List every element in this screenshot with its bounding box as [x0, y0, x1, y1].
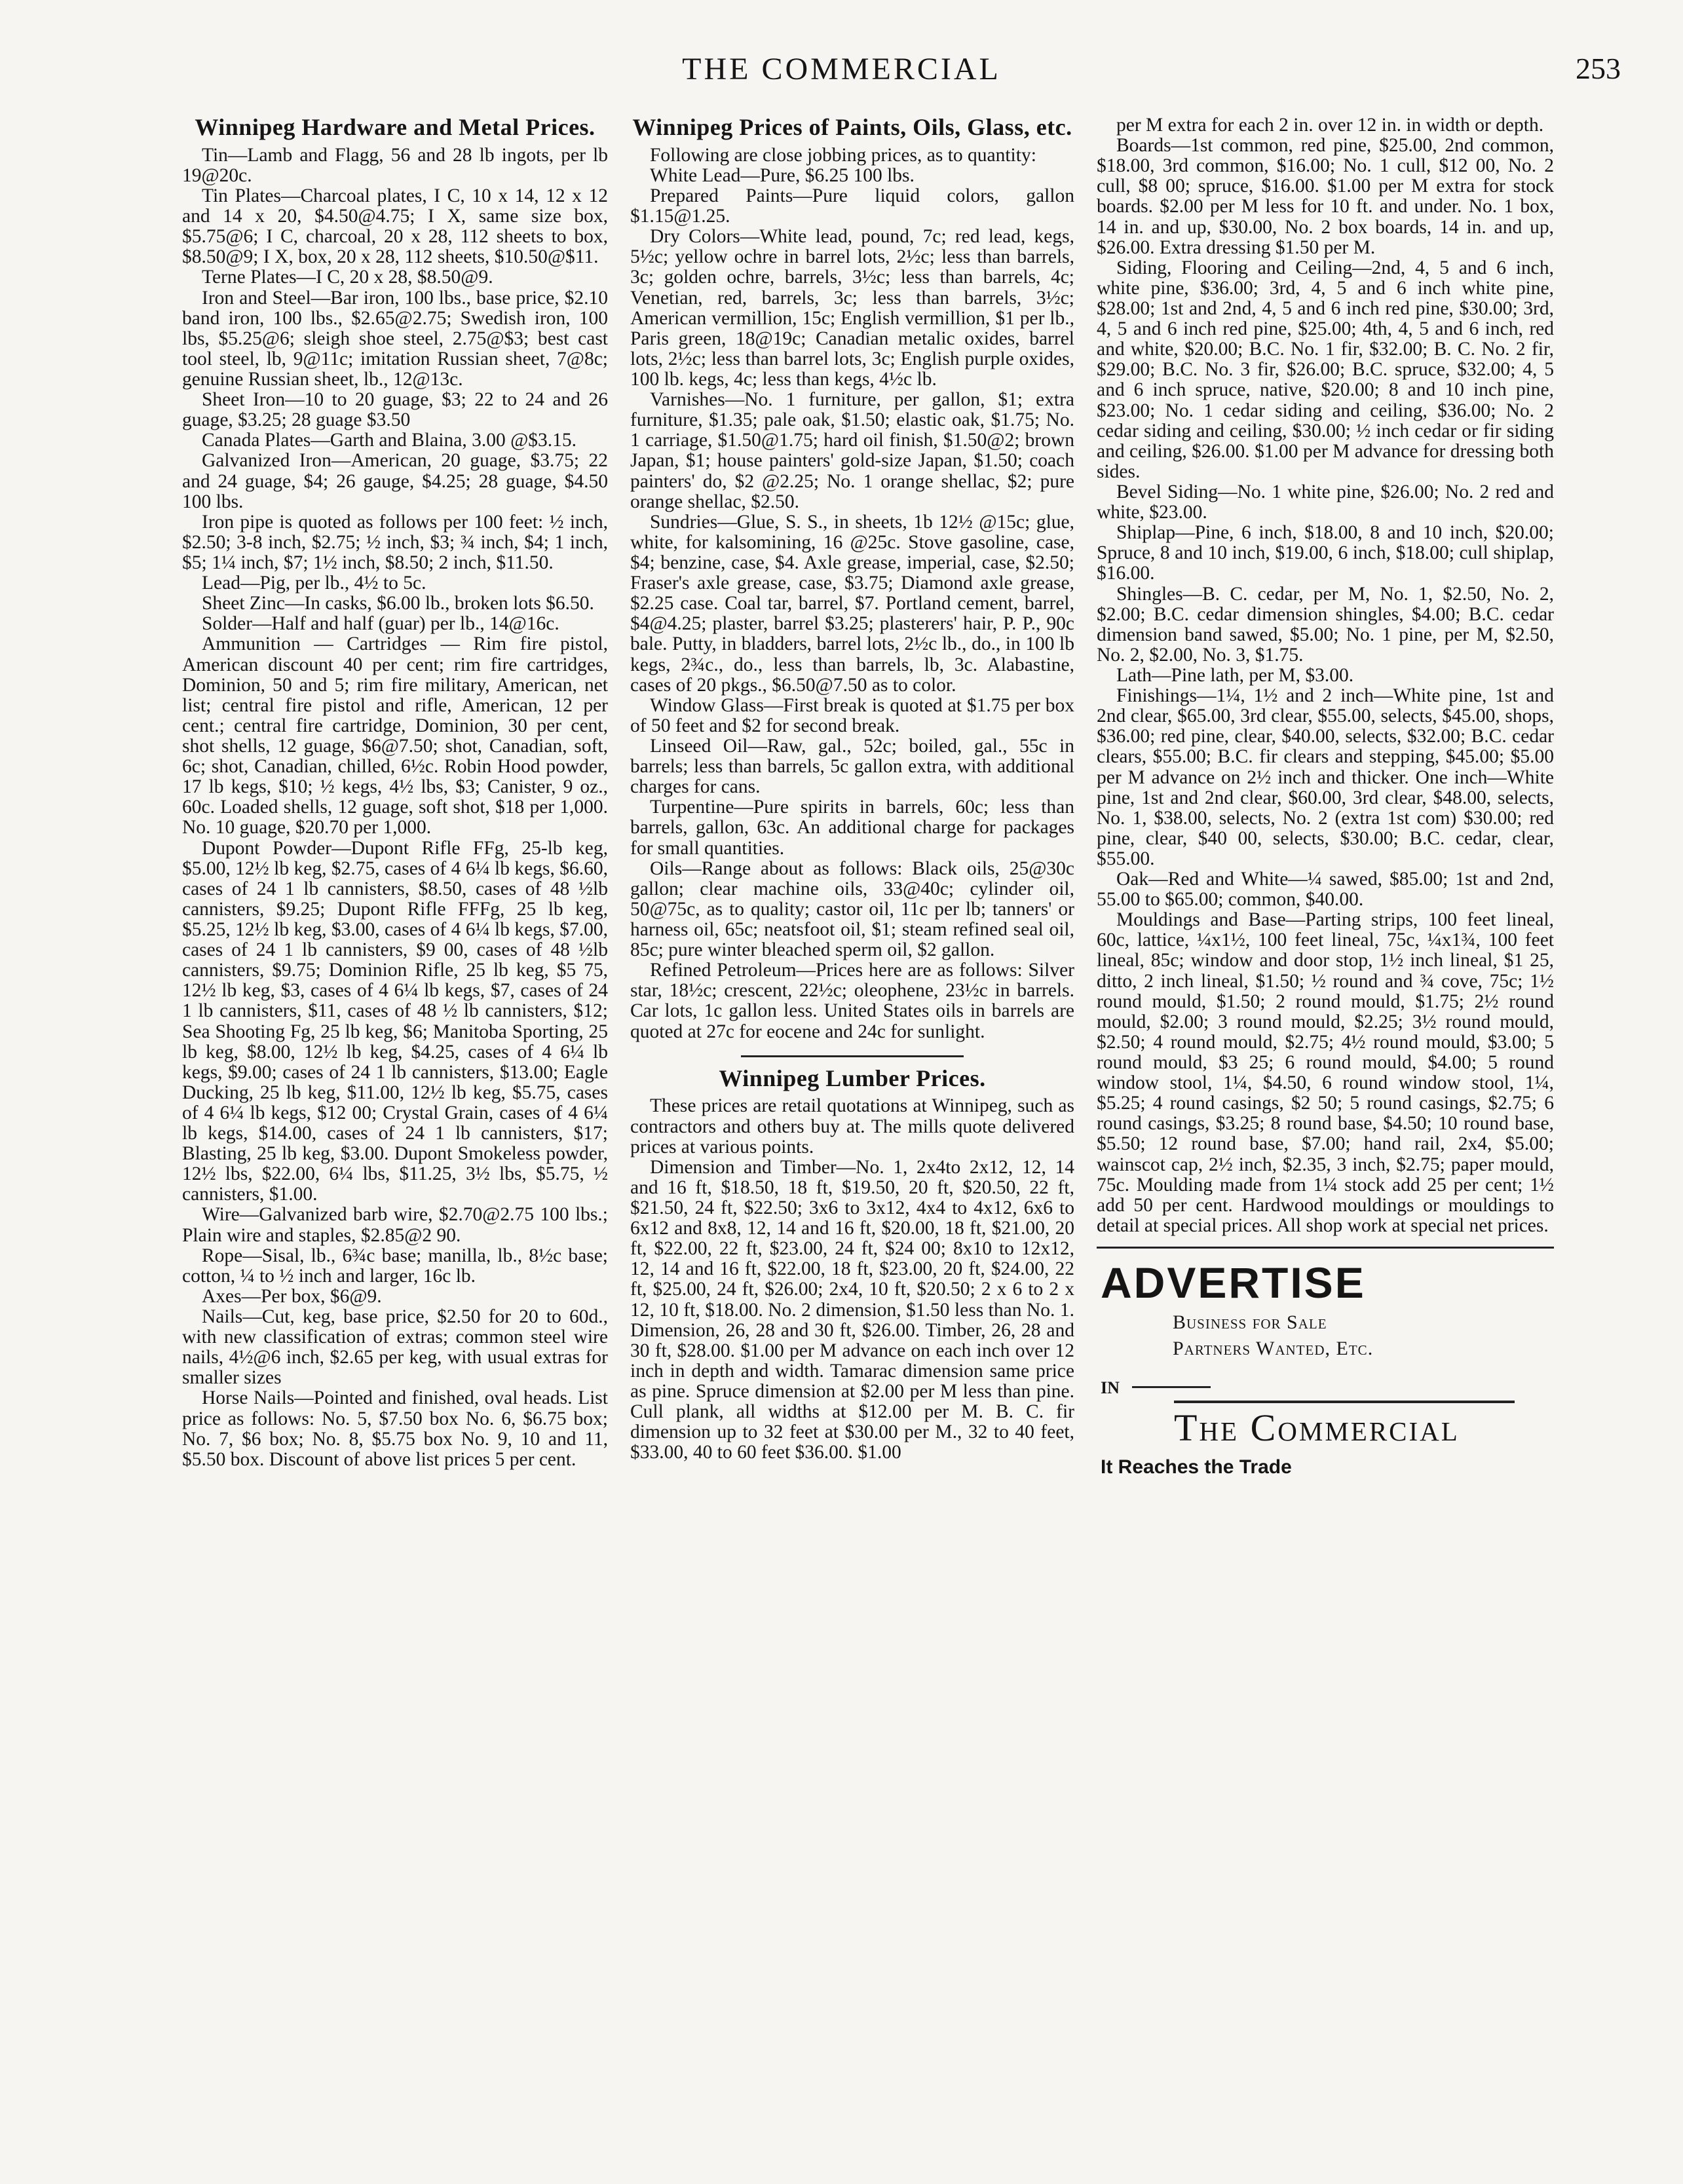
paints-item-dry-colors: Dry Colors—White lead, pound, 7c; red lead, kegs, 5½c; yellow ochre in barrel lots, 2½c; less than barrels, 3c; golden ochre, barrels, 3½c; less than barrels, 4c; Venetian, red, barrels, 3c; less than barrels, 3½c; American vermillion, 15c; English vermillion, $1 per lb., Paris green, 18@19c; Canadian metalic oxides, barrel lots, 2½c; less than barrel lots, 3c; English purple oxides, 100 lb. kegs, 4c; less than kegs, 4½c lb.: [630, 226, 1074, 390]
section-divider: [741, 1055, 964, 1057]
hardware-item-ammunition: Ammunition — Cartridges — Rim fire pistol, American discount 40 per cent; rim fire cartridges, Dominion, 50 and 5; rim fire military, American, net list; central fire pistol and rifle, American, 12 per cent.; central fire cartridge, Dominion, 30 per cent, shot shells, 12 guage, $6@7.50; shot, Canadian, soft, 6c; shot, Canadian, chilled, 6½c. Robin Hood powder, 17 lb kegs, $10; ½ kegs, 4½ lbs, $3; Canister, 9 oz., 60c. Loaded shells, 12 guage, soft shot, $18 per 1,000. No. 10 guage, $20.70 per 1,000.: [182, 633, 608, 838]
hardware-item-canada-plates: Canada Plates—Garth and Blaina, 3.00 @$3.15.: [202, 430, 577, 451]
lumber-item-intro: These prices are retail quotations at Winnipeg, such as contractors and others buy at. The mills quote delivered prices at various points.: [630, 1095, 1074, 1158]
paints-item-oils: Oils—Range about as follows: Black oils, 25@30c gallon; clear machine oils, 33@40c; cylinder oil, 50@75c, as to quality; castor oil, 11c per lb; tanners' or harness oil, 65c; neatsfoot oil, $1; steam refined seal oil, 85c; pure winter bleached sperm oil, $2 gallon.: [630, 857, 1074, 961]
lumber-item-dimension-timber: Dimension and Timber—No. 1, 2x4to 2x12, 12, 14 and 16 ft, $18.50, 18 ft, $19.50, 20 ft, $20.50, 22 ft, $21.50, 24 ft, $22.50; 3x6 to 3x12, 4x4 to 4x12, 6x6 to 6x12 and 8x8, 12, 14 and 16 ft, $20.00, 18 ft, $21.00, 20 ft, $22.00, 22 ft, $23.00, 24 ft, $24 00; 8x10 to 12x12, 12, 14 and 16 ft, $22.00, 18 ft, $23.00, 20 ft, $24.00, 22 ft, $25.00, 24 ft, $26.00; 2x4, 10 ft, $20.50; 2 x 6 to 2 x 12, 10 ft, $18.00. No. 2 dimension, $1.50 less than No. 1. Dimension, 26, 28 and 30 ft, $26.00. Timber, 26, 28 and 30 ft, $28.00. $1.00 per M advance on each inch over 12 inch in depth and width. Tamarac dimension same price as pine. Spruce dimension at $2.00 per M less than pine. Cull plank, all widths at $12.00 per M. B. C. fir dimension up to 32 feet at $30.00 per M., 32 to 40 feet, $33.00, 40 to 60 feet $36.00. $1.00: [630, 1156, 1074, 1463]
page-number: 253: [1576, 52, 1621, 85]
paints-item-varnishes: Varnishes—No. 1 furniture, per gallon, $1; extra furniture, $1.35; pale oak, $1.50; elastic oak, $1.75; No. 1 carriage, $1.50@1.75; hard oil finish, $1.50@2; brown Japan, $1; house painters' gold-size Japan, $1.50; coach painters' do, $2 @2.25; No. 1 orange shellac, $2; pure orange shellac, $2.50.: [630, 389, 1074, 512]
lumber-heading: Winnipeg Lumber Prices.: [719, 1064, 986, 1091]
paints-item-prepared-paints: Prepared Paints—Pure liquid colors, gallon $1.15@1.25.: [630, 185, 1074, 227]
hardware-item-sheet-zinc: Sheet Zinc—In casks, $6.00 lb., broken lots $6.50.: [202, 593, 594, 614]
hardware-item-solder: Solder—Half and half (guar) per lb., 14@16c.: [202, 613, 559, 635]
hardware-item-sheet-iron: Sheet Iron—10 to 20 guage, $3; 22 to 24 and 26 guage, $3.25; 28 guage $3.50: [182, 389, 608, 431]
hardware-item-terne-plates: Terne Plates—I C, 20 x 28, $8.50@9.: [202, 267, 493, 288]
hardware-item-tin-plates: Tin Plates—Charcoal plates, I C, 10 x 14, 12 x 12 and 14 x 20, $4.50@4.75; I X, same size box, $5.75@6; I C, charcoal, 20 x 28, 112 sheets to box, $8.50@9; I X, box, 20 x 28, 112 sheets, $10.50@$11.: [182, 185, 608, 268]
lumber-item-mouldings: Mouldings and Base—Parting strips, 100 feet lineal, 60c, lattice, ¼x1½, 100 feet lineal, 75c, ¼x1¾, 100 feet lineal, 85c; window and door stop, 1½ inch lineal, $1 25, ditto, 2 inch lineal, $1.50; ½ round and ¾ cove, 75c; 1½ round mould, $1.50; 2 round mould, $1.75; 2½ round mould, $2.00; 3 round mould, $2.25; 3½ round mould, $2.50; 4 round mould, $2.75; 4½ round mould, $3.00; 5 round mould, $3 25; 6 round mould, $4.00; 5 round window stool, 1¼, $4.50, 6 round window stool, 1¼, $5.25; 4 round casings, $2 50; 5 round casings, $2.75; 6 round casings, $3.25; 8 round base, $4.50; 10 round base, $5.50; 12 round base, $7.00; hand rail, 2x4, $5.00; wainscot cap, 2½ inch, $2.35, 3 inch, $2.75; paper mould, 75c. Moulding made from 1¼ stock add 25 per cent; 1½ add 50 per cent. Hardwood mouldings or mouldings to detail at special prices. All shop work at special net prices.: [1097, 909, 1554, 1236]
hardware-item-tin: Tin—Lamb and Flagg, 56 and 28 lb ingots, per lb 19@20c.: [182, 144, 608, 186]
hardware-item-axes: Axes—Per box, $6@9.: [202, 1285, 382, 1307]
advert-line-business: Business for Sale: [1173, 1311, 1327, 1334]
column-lumber: [1097, 115, 1554, 2146]
advert-divider: [1097, 1247, 1554, 1249]
advert-paper-name: The Commercial: [1174, 1401, 1515, 1450]
advert-headline: ADVERTISE: [1101, 1258, 1366, 1308]
paints-item-sundries: Sundries—Glue, S. S., in sheets, 1b 12½ @15c; glue, white, for kalsomining, 16 @25c. Stove gasoline, case, $4; benzine, case, $4. Axle grease, imperial, case, $2.50; Fraser's axle grease, case, $3.75; Diamond axle grease, $2.25 case. Coal tar, barrel, $7. Portland cement, barrel, $4@4.25; plaster, barrel $3.25; plasterers' hair, P. P., 90c bale. Putty, in bladders, barrel lots, 2½c lb., do., in 100 lb kegs, 2¾c., do., less than barrels, lb, 3c. Alabastine, cases of 20 pkgs., $6.50@7.50 as to color.: [630, 511, 1074, 696]
advert-in-row: [1101, 1365, 1550, 1404]
advert-in-word: IN: [1101, 1378, 1120, 1398]
paints-item-intro: Following are close jobbing prices, as to quantity:: [650, 144, 1036, 166]
hardware-item-dupont-powder: Dupont Powder—Dupont Rifle FFg, 25-lb keg, $5.00, 12½ lb keg, $2.75, cases of 4 6¼ lb kegs, $6.60, cases of 24 1 lb cannisters, $8.50, cases of 48 ½lb cannisters, $9.25; Dupont Rifle FFFg, 25 lb keg, $5.25, 12½ lb keg, $3.00, cases of 4 6¼ lb kegs, $7.00, cases of 24 1 lb cannisters, $9 00, cases of 48 ½lb cannisters, $9.75; Dominion Rifle, 25 lb keg, $5 75, 12½ lb keg, $3, cases of 4 6¼ lb kegs, $7, cases of 24 1 lb cannisters, $11, cases of 48 ½ lb cannisters, $12; Sea Shooting Fg, 25 lb keg, $6; Manitoba Sporting, 25 lb keg, $8.00, 12½ lb keg, $4.25, cases of 4 6¼ lb kegs, $9.00; cases of 24 1 lb cannisters, $13.00; Eagle Ducking, 25 lb keg, $11.00, 12½ lb keg, $5.75, cases of 4 6¼ lb kegs, $12 00; Crystal Grain, cases of 4 6¼ lb kegs, $14.00, cases of 24 1 lb cannisters, $17; Blasting, 25 lb keg, $3.00. Dupont Smokeless powder, 12½ lbs, $22.00, 6¼ lbs, $11.25, 3½ lbs, $5.75, ½ cannisters, $1.00.: [182, 837, 608, 1205]
hardware-item-galvanized-iron: Galvanized Iron—American, 20 guage, $3.75; 22 and 24 guage, $4; 26 gauge, $4.25; 28 guage, $4.50 100 lbs.: [182, 450, 608, 512]
advertisement: [1097, 1258, 1554, 1478]
hardware-item-horse-nails: Horse Nails—Pointed and finished, oval heads. List price as follows: No. 5, $7.50 box No. 6, $6.75 box; No. 7, $6 box; No. 8, $5.75 box No. 9, 10 and 11, $5.50 box. Discount of above list prices 5 per cent.: [182, 1387, 608, 1470]
running-title: THE COMMERCIAL: [682, 52, 1001, 86]
hardware-item-iron-steel: Iron and Steel—Bar iron, 100 lbs., base price, $2.10 band iron, 100 lbs., $2.65@2.75; Swedish iron, 100 lbs, $5.25@6; sleigh shoe steel, 2.75@$3; best cast tool steel, lb, 9@11c; imitation Russian sheet, 7@8c; genuine Russian sheet, lb., 12@13c.: [182, 287, 608, 390]
paints-item-window-glass: Window Glass—First break is quoted at $1.75 per box of 50 feet and $2 for second break.: [630, 694, 1074, 736]
hardware-item-lead: Lead—Pig, per lb., 4½ to 5c.: [202, 573, 426, 594]
advert-in-rule: [1132, 1386, 1211, 1388]
paints-heading: Winnipeg Prices of Paints, Oils, Glass, etc.: [632, 115, 1072, 140]
paints-item-white-lead: White Lead—Pure, $6.25 100 lbs.: [650, 164, 915, 186]
lumber-item-bevel-siding: Bevel Siding—No. 1 white pine, $26.00; No. 2 red and white, $23.00.: [1097, 481, 1554, 523]
paints-item-refined-petroleum: Refined Petroleum—Prices here are as follows: Silver star, 18½c; crescent, 22½c; oleophene, 23½c in barrels. Car lots, 1c gallon less. United States oils in barrels are quoted at 27c for eocene and 24c for sunlight.: [630, 960, 1074, 1042]
lumber-item-shiplap: Shiplap—Pine, 6 inch, $18.00, 8 and 10 inch, $20.00; Spruce, 8 and 10 inch, $19.00, 6 inch, $18.00; cull shiplap, $16.00.: [1097, 522, 1554, 584]
hardware-item-nails: Nails—Cut, keg, base price, $2.50 for 20 to 60d., with new classification of extras; common steel wire nails, 4½@6 inch, $2.65 per keg, with usual extras for smaller sizes: [182, 1306, 608, 1389]
lumber-item-continued: per M extra for each 2 in. over 12 in. in width or depth.: [1116, 115, 1544, 136]
hardware-heading: Winnipeg Hardware and Metal Prices.: [195, 115, 596, 140]
lumber-item-finishings: Finishings—1¼, 1½ and 2 inch—White pine, 1st and 2nd clear, $65.00, 3rd clear, $55.00, selects, $45.00, shops, $36.00; red pine, clear, $40.00, selects, $32.00; B.C. cedar clears, $55.00; B.C. fir clears and stepping, $45.00; $5.00 per M advance on 2½ inch and thicker. One inch—White pine, 1st and 2nd clear, $60.00, 3rd clear, $48.00, selects, No. 1, $38.00, selects, No. 2 (extra 1st com) $30.00; red pine, clear, $40 00, selects, $30.00; B.C. cedar, clear, $55.00.: [1097, 685, 1554, 869]
hardware-item-rope: Rope—Sisal, lb., 6¾c base; manilla, lb., 8½c base; cotton, ¼ to ½ inch and larger, 16c lb.: [182, 1245, 608, 1287]
hardware-item-iron-pipe: Iron pipe is quoted as follows per 100 feet: ½ inch, $2.50; 3-8 inch, $2.75; ½ inch, $3; ¾ inch, $4; 1 inch, $5; 1¼ inch, $7; 1½ inch, $8.50; 2 inch, $11.50.: [182, 511, 608, 573]
lumber-item-lath: Lath—Pine lath, per M, $3.00.: [1116, 664, 1354, 686]
paints-item-turpentine: Turpentine—Pure spirits in barrels, 60c; less than barrels, gallon, 63c. An additional charge for packages for small quantities.: [630, 797, 1074, 859]
hardware-item-wire: Wire—Galvanized barb wire, $2.70@2.75 100 lbs.; Plain wire and staples, $2.85@2 90.: [182, 1204, 608, 1246]
lumber-item-shingles: Shingles—B. C. cedar, per M, No. 1, $2.50, No. 2, $2.00; B.C. cedar dimension shingles, $4.00; B.C. cedar dimension band sawed, $5.00; No. 1 pine, per M, $2.50, No. 2, $2.00, No. 3, $1.75.: [1097, 583, 1554, 666]
lumber-item-boards: Boards—1st common, red pine, $25.00, 2nd common, $18.00, 3rd common, $16.00; No. 1 cull, $12 00, No. 2 cull, $8 00; spruce, $16.00. $1.00 per M extra for stock boards. $2.00 per M less for 10 ft. and under. No. 1 box, 14 in. and up, $30.00, No. 2 box boards, 14 in. and up, $26.00. Extra dressing $1.50 per M.: [1097, 135, 1554, 258]
masthead: [0, 51, 1683, 104]
column-paints: [630, 115, 1074, 2146]
lumber-item-siding: Siding, Flooring and Ceiling—2nd, 4, 5 and 6 inch, white pine, $36.00; 3rd, 4, 5 and 6 inch white pine, $28.00; 1st and 2nd, 4, 5 and 6 inch red pine, $30.00; 3rd, 4, 5 and 6 inch red pine, $25.00; 4th, 4, 5 and 6 inch, red and white, $20.00; B.C. No. 1 fir, $32.00; B. C. No. 2 fir, $29.00; B.C. No. 3 fir, $26.00; B.C. spruce, $32.00; 4, 5 and 6 inch spruce, native, $20.00; 8 and 10 inch pine, $23.00; No. 1 cedar siding and ceiling, $36.00; No. 2 cedar siding and ceiling, $30.00; ½ inch cedar or fir siding and ceiling, $26.00. $1.00 per M advance for dressing both sides.: [1097, 257, 1554, 482]
advert-line-partners: Partners Wanted, Etc.: [1173, 1338, 1374, 1360]
advert-tagline: It Reaches the Trade: [1101, 1456, 1292, 1478]
column-hardware: [182, 115, 608, 2146]
paints-item-linseed-oil: Linseed Oil—Raw, gal., 52c; boiled, gal., 55c in barrels; less than barrels, 5c gallon extra, with additional charges for cans.: [630, 735, 1074, 798]
lumber-item-oak: Oak—Red and White—¼ sawed, $85.00; 1st and 2nd, 55.00 to $65.00; common, $40.00.: [1097, 869, 1554, 911]
